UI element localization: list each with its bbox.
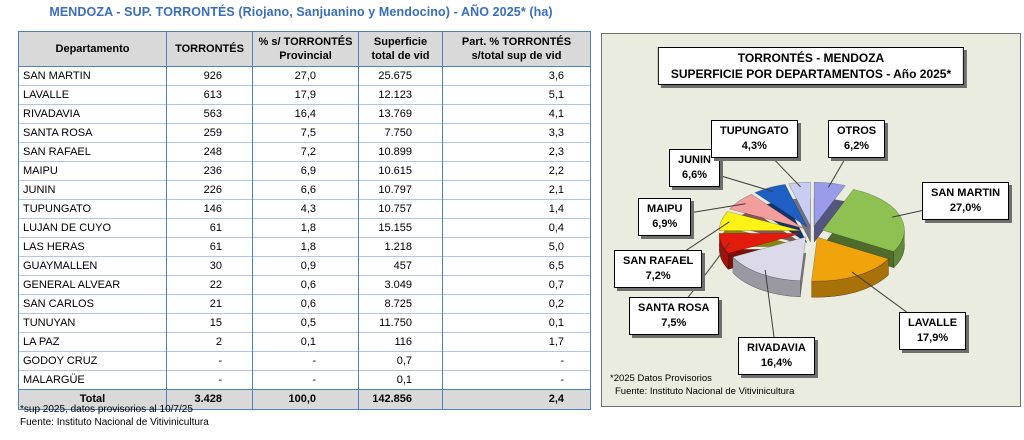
value-cell: - xyxy=(253,371,359,390)
value-cell: 16,4 xyxy=(253,105,359,124)
value-cell: 2 xyxy=(167,333,253,352)
department-cell: LA PAZ xyxy=(19,333,167,352)
table-row xyxy=(19,257,591,276)
pie-label-otros xyxy=(828,120,885,158)
table-row xyxy=(19,238,591,257)
value-cell: 2,1 xyxy=(443,181,591,200)
value-cell: - xyxy=(167,352,253,371)
value-cell: 116 xyxy=(359,333,443,352)
department-cell: LAVALLE xyxy=(19,86,167,105)
value-cell: 0,1 xyxy=(359,371,443,390)
pie-label-value: 4,3% xyxy=(741,140,767,152)
value-cell: 7,5 xyxy=(253,124,359,143)
table-row xyxy=(19,314,591,333)
table-row xyxy=(19,295,591,314)
department-cell: RIVADAVIA xyxy=(19,105,167,124)
table-row xyxy=(19,219,591,238)
pie-label-maipu xyxy=(638,198,691,236)
value-cell: 10.615 xyxy=(359,162,443,181)
footnote-provisional: *sup 2025, datos provisorios al 10/7/25 xyxy=(20,404,193,415)
value-cell: 457 xyxy=(359,257,443,276)
chart-title-line2: SUPERFICIE POR DEPARTAMENTOS - Año 2025* xyxy=(670,67,952,81)
value-cell: 4,3 xyxy=(253,200,359,219)
total-value-cell: 2,4 xyxy=(443,390,591,410)
value-cell: - xyxy=(253,352,359,371)
value-cell: 1,8 xyxy=(253,238,359,257)
value-cell: 21 xyxy=(167,295,253,314)
department-cell: GUAYMALLEN xyxy=(19,257,167,276)
pie-label-tupungato xyxy=(711,120,798,158)
value-cell: 0,7 xyxy=(359,352,443,371)
pie-label-name: JUNIN xyxy=(678,154,712,166)
department-cell: JUNIN xyxy=(19,181,167,200)
column-header: % s/ TORRONTÉS Provincial xyxy=(253,32,359,67)
value-cell: 15.155 xyxy=(359,219,443,238)
value-cell: 7,2 xyxy=(253,143,359,162)
value-cell: 259 xyxy=(167,124,253,143)
value-cell: 0,1 xyxy=(443,314,591,333)
department-cell: MAIPU xyxy=(19,162,167,181)
value-cell: 6,6 xyxy=(253,181,359,200)
department-cell: TUPUNGATO xyxy=(19,200,167,219)
value-cell: 0,9 xyxy=(253,257,359,276)
column-header: Superficie total de vid xyxy=(359,32,443,67)
value-cell: 22 xyxy=(167,276,253,295)
pie-label-name: OTROS xyxy=(837,125,877,137)
value-cell: 11.750 xyxy=(359,314,443,333)
value-cell: - xyxy=(443,352,591,371)
table-row xyxy=(19,67,591,86)
value-cell: 17,9 xyxy=(253,86,359,105)
pie-label-value: 27,0% xyxy=(949,202,982,214)
pie-label-value: 6,9% xyxy=(652,218,678,230)
pie-label-value: 6,2% xyxy=(844,140,870,152)
value-cell: 27,0 xyxy=(253,67,359,86)
value-cell: 0,2 xyxy=(443,295,591,314)
value-cell: - xyxy=(443,371,591,390)
column-header: Departamento xyxy=(19,32,167,67)
chart-title-line1: TORRONTÉS - MENDOZA xyxy=(737,51,885,65)
table-row xyxy=(19,105,591,124)
chart-footnotes xyxy=(610,372,794,398)
pie-label-name: SANTA ROSA xyxy=(638,302,710,314)
column-header: TORRONTÉS xyxy=(167,32,253,67)
value-cell: 7.750 xyxy=(359,124,443,143)
value-cell: 248 xyxy=(167,143,253,162)
value-cell: 1.218 xyxy=(359,238,443,257)
page-title: MENDOZA - SUP. TORRONTÉS (Riojano, Sanjuanino y Mendocino) - AÑO 2025* (ha) xyxy=(49,5,553,19)
pie-label-name: SAN MARTIN xyxy=(931,187,1001,199)
value-cell: 10.757 xyxy=(359,200,443,219)
value-cell: 613 xyxy=(167,86,253,105)
value-cell: 0,1 xyxy=(253,333,359,352)
pie-label-name: RIVADAVIA xyxy=(747,342,806,354)
total-value-cell: 142.856 xyxy=(359,390,443,410)
value-cell: 563 xyxy=(167,105,253,124)
pie-label-value: 7,5% xyxy=(661,317,687,329)
department-cell: SAN RAFAEL xyxy=(19,143,167,162)
pie-label-santa-rosa xyxy=(629,297,719,335)
pie-chart-panel xyxy=(601,33,1021,407)
pie-label-san-martin xyxy=(922,182,1009,220)
pie-label-rivadavia xyxy=(738,337,815,375)
table-body xyxy=(19,67,591,390)
pie-label-value: 6,6% xyxy=(681,169,708,181)
table-row xyxy=(19,352,591,371)
value-cell: 13.769 xyxy=(359,105,443,124)
pie-label-name: MAIPU xyxy=(647,203,683,215)
table-row xyxy=(19,181,591,200)
department-cell: SAN CARLOS xyxy=(19,295,167,314)
table-row xyxy=(19,86,591,105)
table-row xyxy=(19,371,591,390)
table-row xyxy=(19,200,591,219)
value-cell: 10.899 xyxy=(359,143,443,162)
total-label-cell: Total xyxy=(19,390,167,410)
department-cell: SAN MARTIN xyxy=(19,67,167,86)
value-cell: 8.725 xyxy=(359,295,443,314)
chart-title-box xyxy=(658,47,964,85)
value-cell: 2,3 xyxy=(443,143,591,162)
pie-label-value: 7,2% xyxy=(645,270,671,282)
value-cell: 6,9 xyxy=(253,162,359,181)
value-cell: 12.123 xyxy=(359,86,443,105)
department-cell: GENERAL ALVEAR xyxy=(19,276,167,295)
pie-label-value: 16,4% xyxy=(760,357,793,369)
department-cell: SANTA ROSA xyxy=(19,124,167,143)
table-header xyxy=(19,32,591,67)
value-cell: 0,5 xyxy=(253,314,359,333)
value-cell: 25.675 xyxy=(359,67,443,86)
table-row xyxy=(19,162,591,181)
total-value-cell: 3.428 xyxy=(167,390,253,410)
pie-label-san-rafael xyxy=(614,250,702,288)
department-cell: TUNUYAN xyxy=(19,314,167,333)
value-cell: 3,3 xyxy=(443,124,591,143)
value-cell: 3,6 xyxy=(443,67,591,86)
table-row xyxy=(19,333,591,352)
value-cell: 1,7 xyxy=(443,333,591,352)
pie-label-value: 17,9% xyxy=(916,332,949,344)
column-header: Part. % TORRONTÉS s/total sup de vid xyxy=(443,32,591,67)
pie-label-name: LAVALLE xyxy=(908,317,958,329)
chart-footnote-provisional: *2025 Datos Provisorios xyxy=(610,373,712,384)
value-cell: 3.049 xyxy=(359,276,443,295)
value-cell: 926 xyxy=(167,67,253,86)
table-row xyxy=(19,124,591,143)
value-cell: 61 xyxy=(167,238,253,257)
pie-label-lavalle xyxy=(899,312,966,350)
pie-label-name: TUPUNGATO xyxy=(720,125,789,137)
value-cell: 5,1 xyxy=(443,86,591,105)
value-cell: 236 xyxy=(167,162,253,181)
department-cell: MALARGÜE xyxy=(19,371,167,390)
value-cell: 0,6 xyxy=(253,295,359,314)
value-cell: 1,4 xyxy=(443,200,591,219)
value-cell: 226 xyxy=(167,181,253,200)
table-row xyxy=(19,143,591,162)
chart-footnote-source: Fuente: Instituto Nacional de Vitivinicultura xyxy=(615,386,795,397)
value-cell: 2,2 xyxy=(443,162,591,181)
value-cell: 10.797 xyxy=(359,181,443,200)
departments-table xyxy=(18,31,591,410)
footnote-source: Fuente: Instituto Nacional de Vitivinicultura xyxy=(20,417,209,428)
value-cell: 4,1 xyxy=(443,105,591,124)
table-footnotes xyxy=(20,403,209,429)
value-cell: - xyxy=(167,371,253,390)
value-cell: 15 xyxy=(167,314,253,333)
department-cell: LAS HERAS xyxy=(19,238,167,257)
value-cell: 30 xyxy=(167,257,253,276)
value-cell: 0,6 xyxy=(253,276,359,295)
total-value-cell: 100,0 xyxy=(253,390,359,410)
value-cell: 0,7 xyxy=(443,276,591,295)
pie-label-name: SAN RAFAEL xyxy=(623,255,694,267)
table-row xyxy=(19,276,591,295)
department-cell: GODOY CRUZ xyxy=(19,352,167,371)
value-cell: 0,4 xyxy=(443,219,591,238)
value-cell: 5,0 xyxy=(443,238,591,257)
value-cell: 6,5 xyxy=(443,257,591,276)
value-cell: 146 xyxy=(167,200,253,219)
table-header-row xyxy=(19,32,591,67)
department-cell: LUJAN DE CUYO xyxy=(19,219,167,238)
value-cell: 1,8 xyxy=(253,219,359,238)
value-cell: 61 xyxy=(167,219,253,238)
